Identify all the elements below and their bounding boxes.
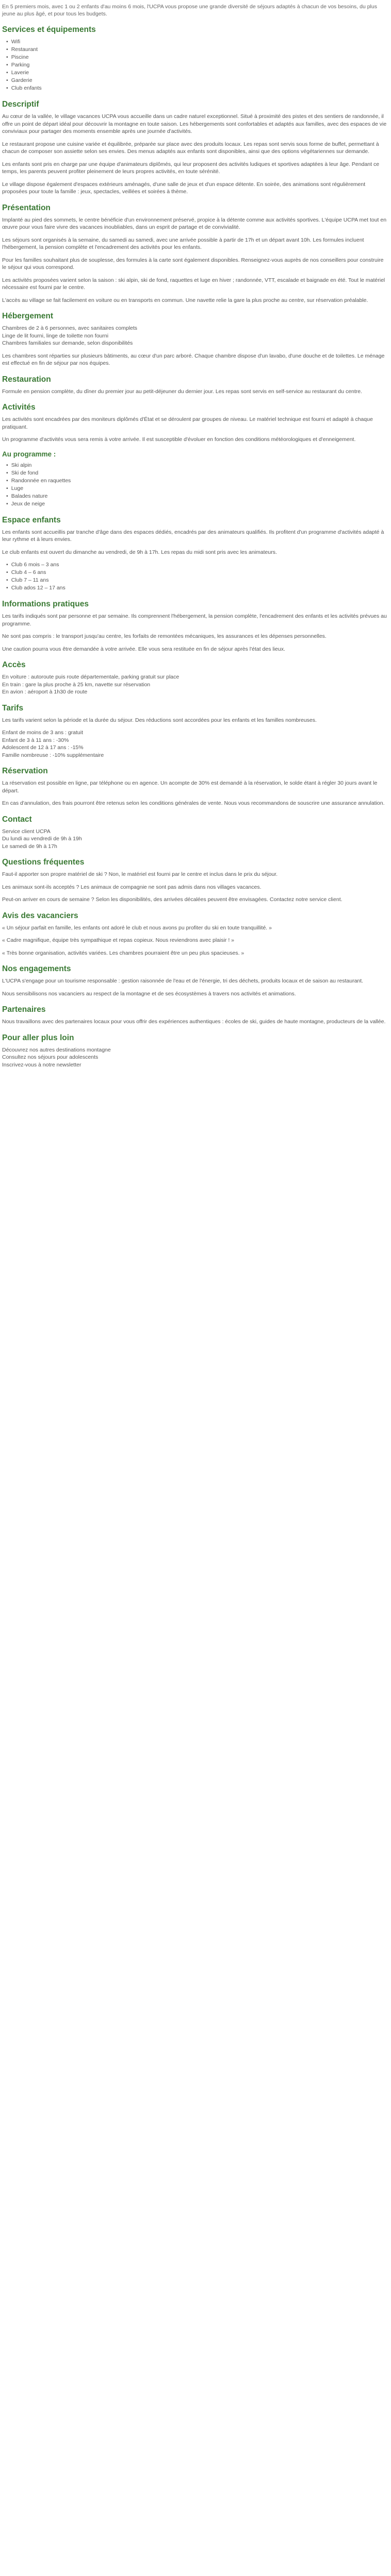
faq-title: Questions fréquentes <box>2 858 85 867</box>
list-item: • Restaurant <box>6 46 389 54</box>
contact-lines <box>2 828 389 851</box>
paragraph: En cas d'annulation, des frais pourront être retenus selon les conditions générales de vente. Nous vous recommandons de souscrire une assurance annulation. <box>2 800 385 806</box>
activites-list <box>2 462 389 508</box>
paragraph: Les tarifs varient selon la période et la durée du séjour. Des réductions sont accordées pour les enfants et les familles nombreuses. <box>2 717 317 723</box>
paragraph: Le village dispose également d'espaces extérieurs aménagés, d'une salle de jeux et d'un espace détente. En soirée, des animations sont régulièrement proposées pour toute la famille : jeux, spectacles, veillées et soirées à thème. <box>2 181 366 195</box>
hebergement-title: Hébergement <box>2 312 54 320</box>
text-line: En voiture : autoroute puis route départementale, parking gratuit sur place <box>2 674 180 680</box>
services-list <box>2 38 389 92</box>
intro-text: En 5 premiers mois, avec 1 ou 2 enfants d'au moins 6 mois, l'UCPA vous propose une grande diversité de séjours adaptés à chacun de vos besoins, du plus jeune au plus âgé, et pour tous les budgets. <box>2 4 377 17</box>
text-line: Enfant de moins de 3 ans : gratuit <box>2 730 84 736</box>
paragraph: Nous travaillons avec des partenaires locaux pour vous offrir des expériences authentiques : écoles de ski, guides de haute montagne, producteurs de la vallée. <box>2 1019 386 1025</box>
paragraph: Pour les familles souhaitant plus de souplesse, des formules à la carte sont également disponibles. Renseignez-vous auprès de nos conseillers pour construire le séjour qui vous correspond. <box>2 257 384 270</box>
list-item: • Ski alpin <box>6 462 389 469</box>
text-line: Découvrez nos autres destinations montagne <box>2 1046 111 1053</box>
engagements-title: Nos engagements <box>2 964 71 973</box>
paragraph: Le club enfants est ouvert du dimanche au vendredi, de 9h à 17h. Les repas du midi sont pris avec les animateurs. <box>2 549 277 555</box>
text-line: Inscrivez-vous à notre newsletter <box>2 1061 82 1068</box>
tarifs-lines <box>2 729 389 759</box>
list-item: • Club 6 mois – 3 ans <box>6 561 389 569</box>
acces-lines <box>2 673 389 696</box>
paragraph: Faut-il apporter son propre matériel de ski ? Non, le matériel est fourni par le centre et inclus dans le prix du séjour. <box>2 871 278 877</box>
text-line: Famille nombreuse : -10% supplémentaire <box>2 752 104 758</box>
enfants-title: Espace enfants <box>2 515 61 524</box>
text-line: Le samedi de 9h à 17h <box>2 843 57 850</box>
text-line: Enfant de 3 à 11 ans : -30% <box>2 737 69 743</box>
activites-list-title: Au programme : <box>2 450 56 458</box>
paragraph: Les enfants sont accueillis par tranche d'âge dans des espaces dédiés, encadrés par des animateurs qualifiés. Ils profitent d'un programme d'activités adapté à leur rythme et à leurs envies. <box>2 529 384 543</box>
partenaires-title: Partenaires <box>2 1005 46 1014</box>
paragraph: Au cœur de la vallée, le village vacances UCPA vous accueille dans un cadre naturel exceptionnel. Situé à proximité des pistes et des sentiers de randonnée, il offre un point de départ idéal pour découvrir la montagne en toute saison. Les hébergements sont confortables et adaptés aux familles, avec des espaces de vie conviviaux pour partager des moments ensemble après une journée d'activités. <box>2 113 387 134</box>
text-line: Chambres familiales sur demande, selon disponibilités <box>2 340 133 346</box>
text-line: En train : gare la plus proche à 25 km, navette sur réservation <box>2 681 151 688</box>
hebergement-lines <box>2 325 389 347</box>
paragraph: Formule en pension complète, du dîner du premier jour au petit-déjeuner du dernier jour. Les repas sont servis en self-service au restaurant du centre. <box>2 388 363 395</box>
paragraph: Nous sensibilisons nos vacanciers au respect de la montagne et de ses écosystèmes à travers nos activités et animations. <box>2 990 296 997</box>
list-item: • Luge <box>6 485 389 493</box>
list-item: • Randonnée en raquettes <box>6 477 389 485</box>
list-item: • Piscine <box>6 54 389 61</box>
text-line: En avion : aéroport à 1h30 de route <box>2 689 88 695</box>
avis-title: Avis des vacanciers <box>2 911 78 920</box>
list-item: • Club 4 – 6 ans <box>6 569 389 577</box>
paragraph: « Très bonne organisation, activités variées. Les chambres pourraient être un peu plus spacieuses. » <box>2 950 245 956</box>
paragraph: « Cadre magnifique, équipe très sympathique et repas copieux. Nous reviendrons avec plaisir ! » <box>2 937 234 943</box>
activites-title: Activités <box>2 403 36 412</box>
list-item: • Club 7 – 11 ans <box>6 577 389 584</box>
presentation-title: Présentation <box>2 203 51 212</box>
plus-lines <box>2 1046 389 1069</box>
paragraph: Les enfants sont pris en charge par une équipe d'animateurs diplômés, qui leur proposent des activités ludiques et sportives adaptées à leur âge. Pendant ce temps, les parents peuvent profiter pleinement de leurs propres activités, en toute sérénité. <box>2 161 380 175</box>
descriptif-title: Descriptif <box>2 100 39 109</box>
paragraph: Les animaux sont-ils acceptés ? Les animaux de compagnie ne sont pas admis dans nos villages vacances. <box>2 884 262 890</box>
list-item: • Ski de fond <box>6 469 389 477</box>
list-item: • Club ados 12 – 17 ans <box>6 584 389 592</box>
list-item: • Jeux de neige <box>6 500 389 508</box>
paragraph: Le restaurant propose une cuisine variée et équilibrée, préparée sur place avec des produits locaux. Les repas sont servis sous forme de buffet, permettant à chacun de composer son assiette selon ses envies. Des menus adaptés aux enfants sont disponibles, ainsi que des options végétariennes sur demande. <box>2 141 379 155</box>
reservation-title: Réservation <box>2 767 48 775</box>
enfants-list <box>2 561 389 592</box>
text-line: Service client UCPA <box>2 828 51 835</box>
infos-title: Informations pratiques <box>2 600 89 608</box>
plus-title: Pour aller plus loin <box>2 1033 74 1042</box>
paragraph: La réservation est possible en ligne, par téléphone ou en agence. Un acompte de 30% est demandé à la réservation, le solde étant à régler 30 jours avant le départ. <box>2 780 378 794</box>
contact-title: Contact <box>2 815 32 824</box>
paragraph: Une caution pourra vous être demandée à votre arrivée. Elle vous sera restituée en fin de séjour après l'état des lieux. <box>2 646 285 652</box>
paragraph: « Un séjour parfait en famille, les enfants ont adoré le club et nous avons pu profiter du ski en toute tranquillité. » <box>2 924 272 931</box>
list-item: • Garderie <box>6 77 389 84</box>
restauration-title: Restauration <box>2 375 51 384</box>
text-line: Du lundi au vendredi de 9h à 19h <box>2 836 82 842</box>
services-title: Services et équipements <box>2 25 96 34</box>
list-item: • Wifi <box>6 38 389 46</box>
acces-title: Accès <box>2 660 26 669</box>
list-item: • Parking <box>6 61 389 69</box>
list-item: • Balades nature <box>6 493 389 500</box>
paragraph: Les tarifs indiqués sont par personne et par semaine. Ils comprennent l'hébergement, la pension complète, l'encadrement des enfants et les activités prévues au programme. <box>2 613 387 627</box>
list-item: • Club enfants <box>6 84 389 92</box>
tarifs-title: Tarifs <box>2 703 24 713</box>
paragraph: Les chambres sont réparties sur plusieurs bâtiments, au cœur d'un parc arboré. Chaque chambre dispose d'un lavabo, d'une douche et de toilettes. Le ménage est effectué en fin de séjour par nos équipes. <box>2 352 385 366</box>
paragraph: Ne sont pas compris : le transport jusqu'au centre, les forfaits de remontées mécaniques, les assurances et les dépenses personnelles. <box>2 633 327 639</box>
text-line: Consultez nos séjours pour adolescents <box>2 1054 99 1060</box>
paragraph: L'accès au village se fait facilement en voiture ou en transports en commun. Une navette relie la gare la plus proche au centre, sur réservation préalable. <box>2 297 368 303</box>
paragraph: Implanté au pied des sommets, le centre bénéficie d'un environnement préservé, propice à la détente comme aux activités sportives. L'équipe UCPA met tout en œuvre pour vous faire vivre des vacances inoubliables, dans un esprit de partage et de convivialité. <box>2 216 387 230</box>
text-line: Linge de lit fourni, linge de toilette non fourni <box>2 332 109 339</box>
paragraph: Un programme d'activités vous sera remis à votre arrivée. Il est susceptible d'évoluer en fonction des conditions météorologiques et d'enneigement. <box>2 436 356 443</box>
text-line: Chambres de 2 à 6 personnes, avec sanitaires complets <box>2 325 138 331</box>
paragraph: Les séjours sont organisés à la semaine, du samedi au samedi, avec une arrivée possible à partir de 17h et un départ avant 10h. Les formules incluent l'hébergement, la pension complète et l'encadrement des activités pour les enfants. <box>2 236 364 250</box>
paragraph: Les activités sont encadrées par des moniteurs diplômés d'État et se déroulent par groupes de niveau. Le matériel technique est fourni et adapté à chaque pratiquant. <box>2 416 373 430</box>
paragraph: Les activités proposées varient selon la saison : ski alpin, ski de fond, raquettes et luge en hiver ; randonnée, VTT, escalade et baignade en été. Tout le matériel nécessaire est fourni par le centre. <box>2 277 385 291</box>
paragraph: L'UCPA s'engage pour un tourisme responsable : gestion raisonnée de l'eau et de l'énergie, tri des déchets, produits locaux et de saison au restaurant. <box>2 978 364 984</box>
text-line: Adolescent de 12 à 17 ans : -15% <box>2 744 84 751</box>
list-item: • Laverie <box>6 69 389 77</box>
paragraph: Peut-on arriver en cours de semaine ? Selon les disponibilités, des arrivées décalées peuvent être envisagées. Contactez notre service client. <box>2 896 343 903</box>
